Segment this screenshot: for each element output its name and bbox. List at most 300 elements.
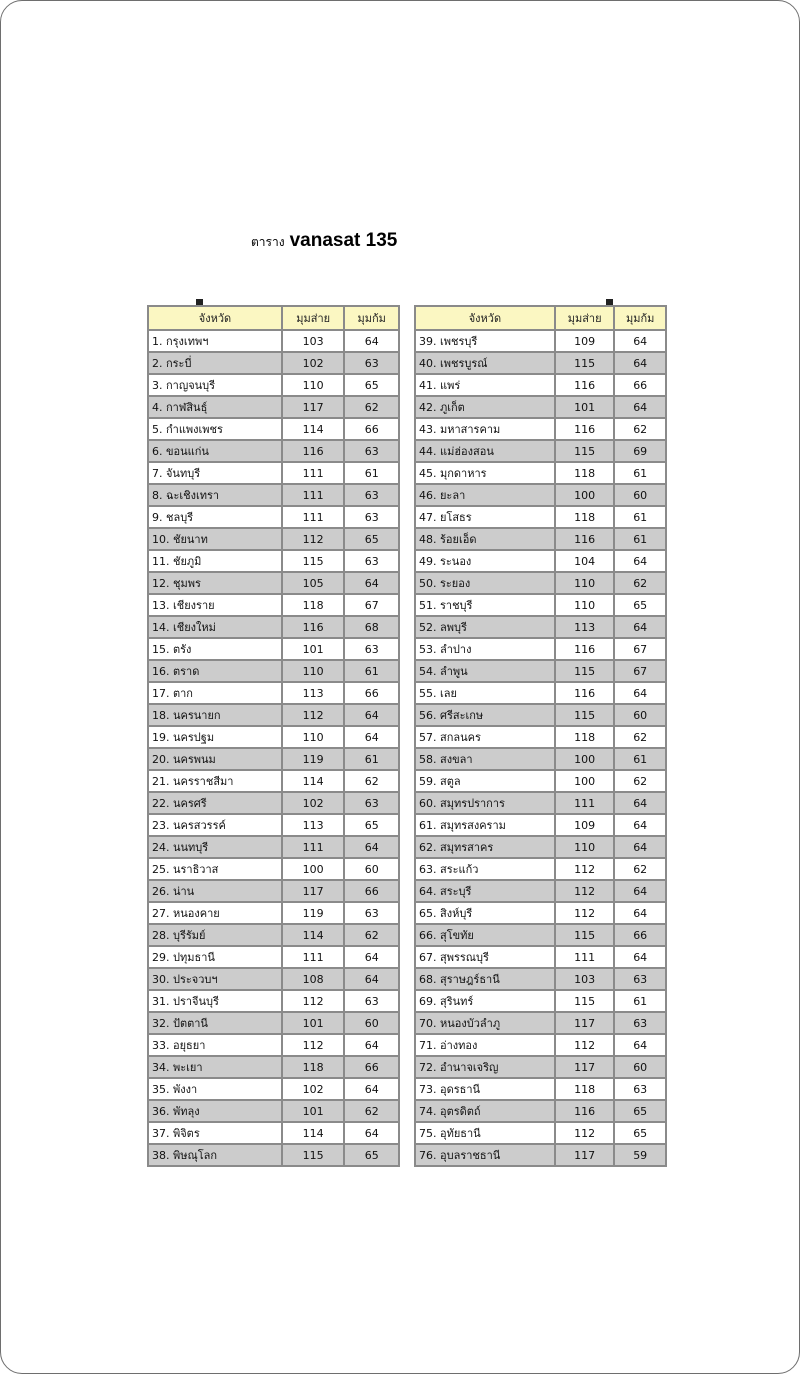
elevation-cell: 62 [614,418,666,440]
elevation-cell: 63 [344,440,399,462]
table-row [148,704,399,726]
province-cell: 4. กาฬสินธุ์ [148,396,282,418]
elevation-cell: 63 [344,792,399,814]
province-cell: 73. อุดรธานี [415,1078,555,1100]
province-cell: 29. ปทุมธานี [148,946,282,968]
province-cell: 60. สมุทรปราการ [415,792,555,814]
table-row [415,440,666,462]
table-row [415,880,666,902]
elevation-cell: 64 [614,814,666,836]
province-cell: 52. ลพบุรี [415,616,555,638]
province-cell: 66. สุโขทัย [415,924,555,946]
azimuth-cell: 119 [282,748,345,770]
table-row [148,374,399,396]
azimuth-cell: 111 [282,462,345,484]
azimuth-cell: 101 [282,1012,345,1034]
elevation-cell: 64 [614,352,666,374]
elevation-cell: 61 [344,748,399,770]
elevation-cell: 65 [614,1122,666,1144]
province-cell: 20. นครพนม [148,748,282,770]
province-cell: 26. น่าน [148,880,282,902]
elevation-cell: 64 [614,880,666,902]
header-province: จังหวัด [148,306,282,330]
azimuth-cell: 118 [282,1056,345,1078]
azimuth-cell: 112 [555,858,615,880]
elevation-cell: 66 [614,924,666,946]
table-row [148,902,399,924]
table-row [415,462,666,484]
province-cell: 9. ชลบุรี [148,506,282,528]
azimuth-cell: 114 [282,924,345,946]
elevation-cell: 61 [614,990,666,1012]
province-cell: 21. นครราชสีมา [148,770,282,792]
table-row [415,528,666,550]
table-row [148,1144,399,1166]
elevation-cell: 64 [614,1034,666,1056]
azimuth-cell: 117 [555,1144,615,1166]
province-cell: 61. สมุทรสงคราม [415,814,555,836]
province-cell: 51. ราชบุรี [415,594,555,616]
province-cell: 8. ฉะเชิงเทรา [148,484,282,506]
table-row [415,330,666,352]
elevation-cell: 62 [344,770,399,792]
azimuth-cell: 113 [282,682,345,704]
table-row [415,572,666,594]
province-cell: 74. อุตรดิตถ์ [415,1100,555,1122]
province-cell: 12. ชุมพร [148,572,282,594]
table-row [148,506,399,528]
elevation-cell: 63 [344,902,399,924]
azimuth-cell: 117 [555,1012,615,1034]
province-cell: 11. ชัยภูมิ [148,550,282,572]
province-cell: 67. สุพรรณบุรี [415,946,555,968]
elevation-cell: 66 [344,418,399,440]
header-row [415,306,666,330]
azimuth-cell: 105 [282,572,345,594]
table-row [415,1100,666,1122]
table-row [148,1122,399,1144]
elevation-cell: 60 [344,858,399,880]
azimuth-cell: 117 [282,396,345,418]
elevation-cell: 64 [344,968,399,990]
province-cell: 22. นครศรี [148,792,282,814]
azimuth-cell: 112 [555,902,615,924]
table-row [148,572,399,594]
elevation-cell: 64 [614,792,666,814]
header-province: จังหวัด [415,306,555,330]
province-cell: 48. ร้อยเอ็ด [415,528,555,550]
elevation-cell: 64 [614,550,666,572]
table-row [148,418,399,440]
elevation-cell: 67 [614,638,666,660]
table-row [148,594,399,616]
province-cell: 10. ชัยนาท [148,528,282,550]
azimuth-cell: 118 [555,1078,615,1100]
header-elevation: มุมก้ม [344,306,399,330]
province-cell: 40. เพชรบูรณ์ [415,352,555,374]
elevation-cell: 68 [344,616,399,638]
azimuth-cell: 112 [555,880,615,902]
azimuth-cell: 102 [282,792,345,814]
province-cell: 33. อยุธยา [148,1034,282,1056]
table-row [415,990,666,1012]
province-cell: 28. บุรีรัมย์ [148,924,282,946]
table-row [415,506,666,528]
azimuth-cell: 113 [282,814,345,836]
table-row [415,1144,666,1166]
table-row [148,946,399,968]
table-row [148,484,399,506]
elevation-cell: 62 [614,572,666,594]
table-row [415,484,666,506]
table-row [148,792,399,814]
table-row [148,924,399,946]
elevation-cell: 64 [344,1122,399,1144]
azimuth-cell: 104 [555,550,615,572]
province-cell: 39. เพชรบุรี [415,330,555,352]
province-cell: 76. อุบลราชธานี [415,1144,555,1166]
azimuth-cell: 110 [282,660,345,682]
header-row [148,306,399,330]
province-cell: 31. ปราจีนบุรี [148,990,282,1012]
azimuth-cell: 115 [282,550,345,572]
elevation-cell: 61 [344,462,399,484]
elevation-cell: 63 [344,484,399,506]
azimuth-cell: 109 [555,330,615,352]
province-cell: 25. นราธิวาส [148,858,282,880]
azimuth-cell: 114 [282,770,345,792]
azimuth-cell: 102 [282,1078,345,1100]
province-cell: 75. อุทัยธานี [415,1122,555,1144]
province-cell: 43. มหาสารคาม [415,418,555,440]
azimuth-cell: 110 [555,572,615,594]
elevation-cell: 61 [614,528,666,550]
table-row [148,836,399,858]
azimuth-cell: 111 [555,946,615,968]
elevation-cell: 65 [344,1144,399,1166]
province-cell: 17. ตาก [148,682,282,704]
province-table-right [414,305,667,1167]
azimuth-cell: 116 [555,528,615,550]
elevation-cell: 61 [614,462,666,484]
azimuth-cell: 115 [555,440,615,462]
table-row [415,418,666,440]
province-cell: 68. สุราษฎร์ธานี [415,968,555,990]
elevation-cell: 64 [344,572,399,594]
province-cell: 41. แพร่ [415,374,555,396]
elevation-cell: 64 [614,330,666,352]
table-row [148,396,399,418]
elevation-cell: 66 [344,1056,399,1078]
table-row [415,594,666,616]
azimuth-cell: 115 [282,1144,345,1166]
province-cell: 47. ยโสธร [415,506,555,528]
province-cell: 35. พังงา [148,1078,282,1100]
province-cell: 14. เชียงใหม่ [148,616,282,638]
azimuth-cell: 115 [555,660,615,682]
azimuth-cell: 112 [282,704,345,726]
table-row [148,638,399,660]
table-row [148,1100,399,1122]
elevation-cell: 64 [614,682,666,704]
table-row [415,660,666,682]
elevation-cell: 66 [344,880,399,902]
elevation-cell: 62 [614,770,666,792]
province-cell: 46. ยะลา [415,484,555,506]
azimuth-cell: 116 [282,440,345,462]
table-row [415,396,666,418]
elevation-cell: 64 [614,616,666,638]
table-row [415,814,666,836]
table-row [415,726,666,748]
table-body-left [148,330,399,1166]
table-row [415,770,666,792]
elevation-cell: 62 [614,726,666,748]
province-cell: 15. ตรัง [148,638,282,660]
elevation-cell: 63 [614,1078,666,1100]
azimuth-cell: 112 [555,1034,615,1056]
elevation-cell: 61 [344,660,399,682]
azimuth-cell: 110 [282,374,345,396]
table-row [148,660,399,682]
table-row [148,814,399,836]
azimuth-cell: 101 [555,396,615,418]
province-cell: 18. นครนายก [148,704,282,726]
table-row [415,924,666,946]
title-main: vanasat 135 [289,230,398,251]
elevation-cell: 65 [344,374,399,396]
elevation-cell: 63 [614,968,666,990]
province-cell: 32. ปัตตานี [148,1012,282,1034]
azimuth-cell: 108 [282,968,345,990]
elevation-cell: 64 [614,902,666,924]
province-cell: 34. พะเยา [148,1056,282,1078]
azimuth-cell: 116 [282,616,345,638]
azimuth-cell: 112 [555,1122,615,1144]
table-row [415,1078,666,1100]
elevation-cell: 64 [344,946,399,968]
elevation-cell: 60 [614,484,666,506]
province-cell: 57. สกลนคร [415,726,555,748]
azimuth-cell: 117 [555,1056,615,1078]
table-body-right [415,330,666,1166]
province-cell: 23. นครสวรรค์ [148,814,282,836]
table-row [415,682,666,704]
azimuth-cell: 116 [555,682,615,704]
elevation-cell: 63 [344,506,399,528]
table-row [148,616,399,638]
province-cell: 2. กระบี่ [148,352,282,374]
table-row [148,858,399,880]
azimuth-cell: 110 [282,726,345,748]
elevation-cell: 60 [614,704,666,726]
table-row [415,374,666,396]
table-row [415,1056,666,1078]
header-azimuth: มุมส่าย [555,306,615,330]
azimuth-cell: 103 [282,330,345,352]
province-cell: 7. จันทบุรี [148,462,282,484]
table-row [415,550,666,572]
table-row [148,462,399,484]
province-cell: 63. สระแก้ว [415,858,555,880]
elevation-cell: 60 [344,1012,399,1034]
province-cell: 56. ศรีสะเกษ [415,704,555,726]
table-row [415,748,666,770]
table-row [415,836,666,858]
azimuth-cell: 109 [555,814,615,836]
azimuth-cell: 112 [282,1034,345,1056]
elevation-cell: 64 [344,330,399,352]
table-row [148,1034,399,1056]
elevation-cell: 63 [344,352,399,374]
table-row [415,704,666,726]
table-row [148,1078,399,1100]
elevation-cell: 65 [614,594,666,616]
azimuth-cell: 116 [555,374,615,396]
azimuth-cell: 119 [282,902,345,924]
azimuth-cell: 116 [555,418,615,440]
province-cell: 38. พิษณุโลก [148,1144,282,1166]
azimuth-cell: 100 [555,748,615,770]
province-cell: 1. กรุงเทพฯ [148,330,282,352]
province-cell: 69. สุรินทร์ [415,990,555,1012]
elevation-cell: 64 [344,1078,399,1100]
elevation-cell: 69 [614,440,666,462]
azimuth-cell: 116 [555,638,615,660]
province-cell: 49. ระนอง [415,550,555,572]
elevation-cell: 66 [344,682,399,704]
province-table-left [147,305,400,1167]
azimuth-cell: 118 [282,594,345,616]
table-row [415,1122,666,1144]
table-row [148,726,399,748]
azimuth-cell: 101 [282,638,345,660]
azimuth-cell: 111 [282,484,345,506]
azimuth-cell: 100 [555,484,615,506]
table-row [148,968,399,990]
elevation-cell: 64 [344,726,399,748]
header-azimuth: มุมส่าย [282,306,345,330]
province-cell: 5. กำแพงเพชร [148,418,282,440]
elevation-cell: 64 [614,946,666,968]
province-cell: 70. หนองบัวลำภู [415,1012,555,1034]
elevation-cell: 62 [344,396,399,418]
elevation-cell: 64 [344,836,399,858]
province-cell: 6. ขอนแก่น [148,440,282,462]
elevation-cell: 63 [614,1012,666,1034]
province-cell: 53. ลำปาง [415,638,555,660]
azimuth-cell: 102 [282,352,345,374]
table-row [148,990,399,1012]
elevation-cell: 67 [344,594,399,616]
azimuth-cell: 111 [282,506,345,528]
table-row [148,748,399,770]
elevation-cell: 67 [614,660,666,682]
province-cell: 24. นนทบุรี [148,836,282,858]
table-row [148,770,399,792]
table-row [415,1034,666,1056]
azimuth-cell: 110 [555,836,615,858]
elevation-cell: 64 [344,704,399,726]
elevation-cell: 65 [344,814,399,836]
elevation-cell: 65 [344,528,399,550]
azimuth-cell: 111 [282,836,345,858]
province-cell: 58. สงขลา [415,748,555,770]
elevation-cell: 65 [614,1100,666,1122]
province-cell: 64. สระบุรี [415,880,555,902]
elevation-cell: 62 [344,924,399,946]
elevation-cell: 64 [614,396,666,418]
province-cell: 71. อ่างทอง [415,1034,555,1056]
azimuth-cell: 114 [282,418,345,440]
province-cell: 54. ลำพูน [415,660,555,682]
table-row [415,1012,666,1034]
header-elevation: มุมก้ม [614,306,666,330]
azimuth-cell: 115 [555,990,615,1012]
azimuth-cell: 118 [555,462,615,484]
page-title [251,230,397,256]
azimuth-cell: 112 [282,528,345,550]
elevation-cell: 59 [614,1144,666,1166]
province-cell: 45. มุกดาหาร [415,462,555,484]
azimuth-cell: 118 [555,726,615,748]
table-row [148,440,399,462]
province-cell: 19. นครปฐม [148,726,282,748]
azimuth-cell: 103 [555,968,615,990]
table-row [148,1056,399,1078]
azimuth-cell: 112 [282,990,345,1012]
table-row [148,682,399,704]
province-cell: 50. ระยอง [415,572,555,594]
table-row [415,968,666,990]
elevation-cell: 62 [614,858,666,880]
table-row [148,880,399,902]
province-cell: 36. พัทลุง [148,1100,282,1122]
province-cell: 65. สิงห์บุรี [415,902,555,924]
province-cell: 3. กาญจนบุรี [148,374,282,396]
elevation-cell: 63 [344,550,399,572]
province-cell: 30. ประจวบฯ [148,968,282,990]
azimuth-cell: 114 [282,1122,345,1144]
elevation-cell: 64 [614,836,666,858]
azimuth-cell: 115 [555,704,615,726]
azimuth-cell: 113 [555,616,615,638]
province-cell: 13. เชียงราย [148,594,282,616]
province-cell: 27. หนองคาย [148,902,282,924]
elevation-cell: 61 [614,748,666,770]
province-cell: 62. สมุทรสาคร [415,836,555,858]
table-row [415,792,666,814]
table-row [148,330,399,352]
azimuth-cell: 116 [555,1100,615,1122]
table-row [148,352,399,374]
table-row [415,902,666,924]
azimuth-cell: 101 [282,1100,345,1122]
table-row [415,858,666,880]
elevation-cell: 60 [614,1056,666,1078]
table-row [415,946,666,968]
province-cell: 44. แม่ฮ่องสอน [415,440,555,462]
elevation-cell: 64 [344,1034,399,1056]
province-cell: 37. พิจิตร [148,1122,282,1144]
elevation-cell: 63 [344,990,399,1012]
table-row [415,638,666,660]
province-cell: 59. สตูล [415,770,555,792]
azimuth-cell: 110 [555,594,615,616]
table-row [415,616,666,638]
province-cell: 42. ภูเก็ต [415,396,555,418]
table-row [148,528,399,550]
